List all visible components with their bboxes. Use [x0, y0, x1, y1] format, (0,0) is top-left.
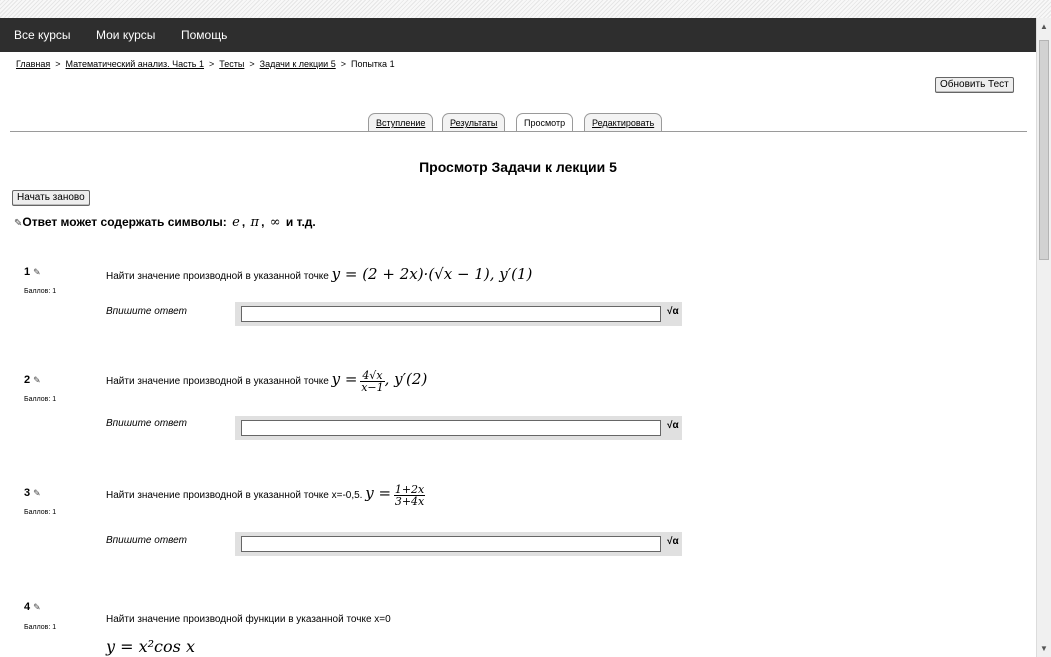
- hint-suffix: и т.д.: [285, 215, 316, 229]
- question-2-formula-suffix: , y′(2): [384, 370, 428, 389]
- nav-all-courses[interactable]: Все курсы: [14, 28, 71, 42]
- question-1-text: [106, 265, 532, 283]
- question-number: 2: [24, 374, 31, 386]
- vertical-scrollbar[interactable]: [1036, 18, 1051, 657]
- hint-symbol-pi: π: [250, 215, 260, 230]
- question-4-points: Баллов: 1: [24, 624, 57, 631]
- nav-my-courses[interactable]: Мои курсы: [96, 28, 156, 42]
- scrollbar-thumb[interactable]: [1039, 40, 1049, 260]
- breadcrumb-home[interactable]: Главная: [16, 59, 51, 69]
- question-2-answer-input[interactable]: [241, 420, 661, 436]
- question-1-prompt: Найти значение производной в указанной точке: [106, 271, 329, 282]
- question-4-number: [24, 601, 41, 613]
- question-1-points: Баллов: 1: [24, 288, 57, 295]
- tab-edit[interactable]: [584, 113, 662, 131]
- question-4-text: [106, 614, 391, 625]
- question-number: 3: [24, 487, 31, 499]
- edit-pencil-icon[interactable]: ✎: [33, 267, 41, 277]
- question-3-answer-label: Впишите ответ: [106, 535, 187, 546]
- question-4-prompt: Найти значение производной функции в указанной точке x=0: [106, 614, 391, 625]
- question-2-formula-prefix: y =: [331, 370, 358, 389]
- breadcrumb: [16, 59, 395, 69]
- nav-help[interactable]: Помощь: [181, 28, 228, 42]
- fraction-denominator: 3+4x: [394, 495, 425, 508]
- scroll-down-arrow-icon[interactable]: ▼: [1040, 644, 1048, 653]
- page-title: Просмотр Задачи к лекции 5: [419, 159, 617, 175]
- question-2-fraction: [360, 370, 384, 393]
- question-2-answer-label: Впишите ответ: [106, 418, 187, 429]
- question-3-formula-prefix: y =: [365, 484, 392, 503]
- question-2-text: [106, 370, 427, 393]
- edit-pencil-icon[interactable]: ✎: [33, 602, 41, 612]
- question-4-formula: y = x²cos x: [106, 637, 195, 656]
- tab-results[interactable]: [442, 113, 505, 131]
- breadcrumb-separator: >: [340, 59, 346, 69]
- breadcrumb-course[interactable]: Математический анализ. Часть 1: [65, 59, 205, 69]
- tabs-divider: [10, 131, 1027, 132]
- tab-intro-label: Вступление: [376, 118, 426, 128]
- scroll-up-arrow-icon[interactable]: ▲: [1040, 22, 1048, 31]
- restart-button[interactable]: Начать заново: [12, 190, 90, 206]
- question-3-answer-box: [235, 532, 682, 556]
- question-1-answer-input[interactable]: [241, 306, 661, 322]
- tab-preview[interactable]: [516, 113, 573, 132]
- breadcrumb-quiz[interactable]: Задачи к лекции 5: [259, 59, 336, 69]
- question-3-fraction: [394, 484, 425, 507]
- question-1-answer-box: [235, 302, 682, 326]
- fraction-numerator: 1+2x: [394, 483, 425, 496]
- question-2-number: [24, 374, 41, 386]
- tab-intro[interactable]: [368, 113, 433, 131]
- pencil-icon: ✎: [14, 218, 23, 229]
- edit-pencil-icon[interactable]: ✎: [33, 375, 41, 385]
- window-top-strip: [0, 0, 1051, 18]
- tab-results-label: Результаты: [450, 118, 498, 128]
- tab-preview-label: Просмотр: [524, 118, 566, 128]
- question-3-answer-input[interactable]: [241, 536, 661, 552]
- question-3-points: Баллов: 1: [24, 509, 57, 516]
- top-navbar: [0, 18, 1036, 52]
- question-3-text: [106, 484, 425, 507]
- question-1-answer-label: Впишите ответ: [106, 306, 187, 317]
- breadcrumb-tests[interactable]: Тесты: [219, 59, 245, 69]
- question-3-number: [24, 487, 41, 499]
- formula-editor-icon[interactable]: √α: [667, 420, 679, 431]
- update-test-button[interactable]: Обновить Тест: [935, 77, 1014, 93]
- formula-editor-icon[interactable]: √α: [667, 306, 679, 317]
- fraction-denominator: x−1: [361, 381, 384, 394]
- question-number: 4: [24, 601, 31, 613]
- hint-symbol-e: e: [232, 215, 240, 230]
- edit-pencil-icon[interactable]: ✎: [33, 488, 41, 498]
- question-3-prompt: Найти значение производной в указанной точке x=-0,5.: [106, 490, 363, 502]
- breadcrumb-attempt: Попытка 1: [350, 59, 395, 69]
- formula-editor-icon[interactable]: √α: [667, 536, 679, 547]
- answer-hint: ✎Ответ может содержать символы: e , π , ∞ и т.д.: [14, 215, 316, 230]
- question-2-answer-box: [235, 416, 682, 440]
- question-number: 1: [24, 266, 31, 278]
- question-2-prompt: Найти значение производной в указанной точке: [106, 376, 329, 388]
- hint-symbol-infinity: ∞: [269, 215, 281, 230]
- fraction-numerator: 4√x: [360, 370, 384, 382]
- question-1-formula: y = (2 + 2x)·(√x − 1), y′(1): [331, 265, 533, 283]
- question-1-number: [24, 266, 41, 278]
- breadcrumb-separator: >: [249, 59, 255, 69]
- question-2-points: Баллов: 1: [24, 396, 57, 403]
- breadcrumb-separator: >: [55, 59, 61, 69]
- hint-text: Ответ может содержать символы:: [22, 215, 227, 229]
- breadcrumb-separator: >: [209, 59, 215, 69]
- tab-edit-label: Редактировать: [592, 118, 655, 128]
